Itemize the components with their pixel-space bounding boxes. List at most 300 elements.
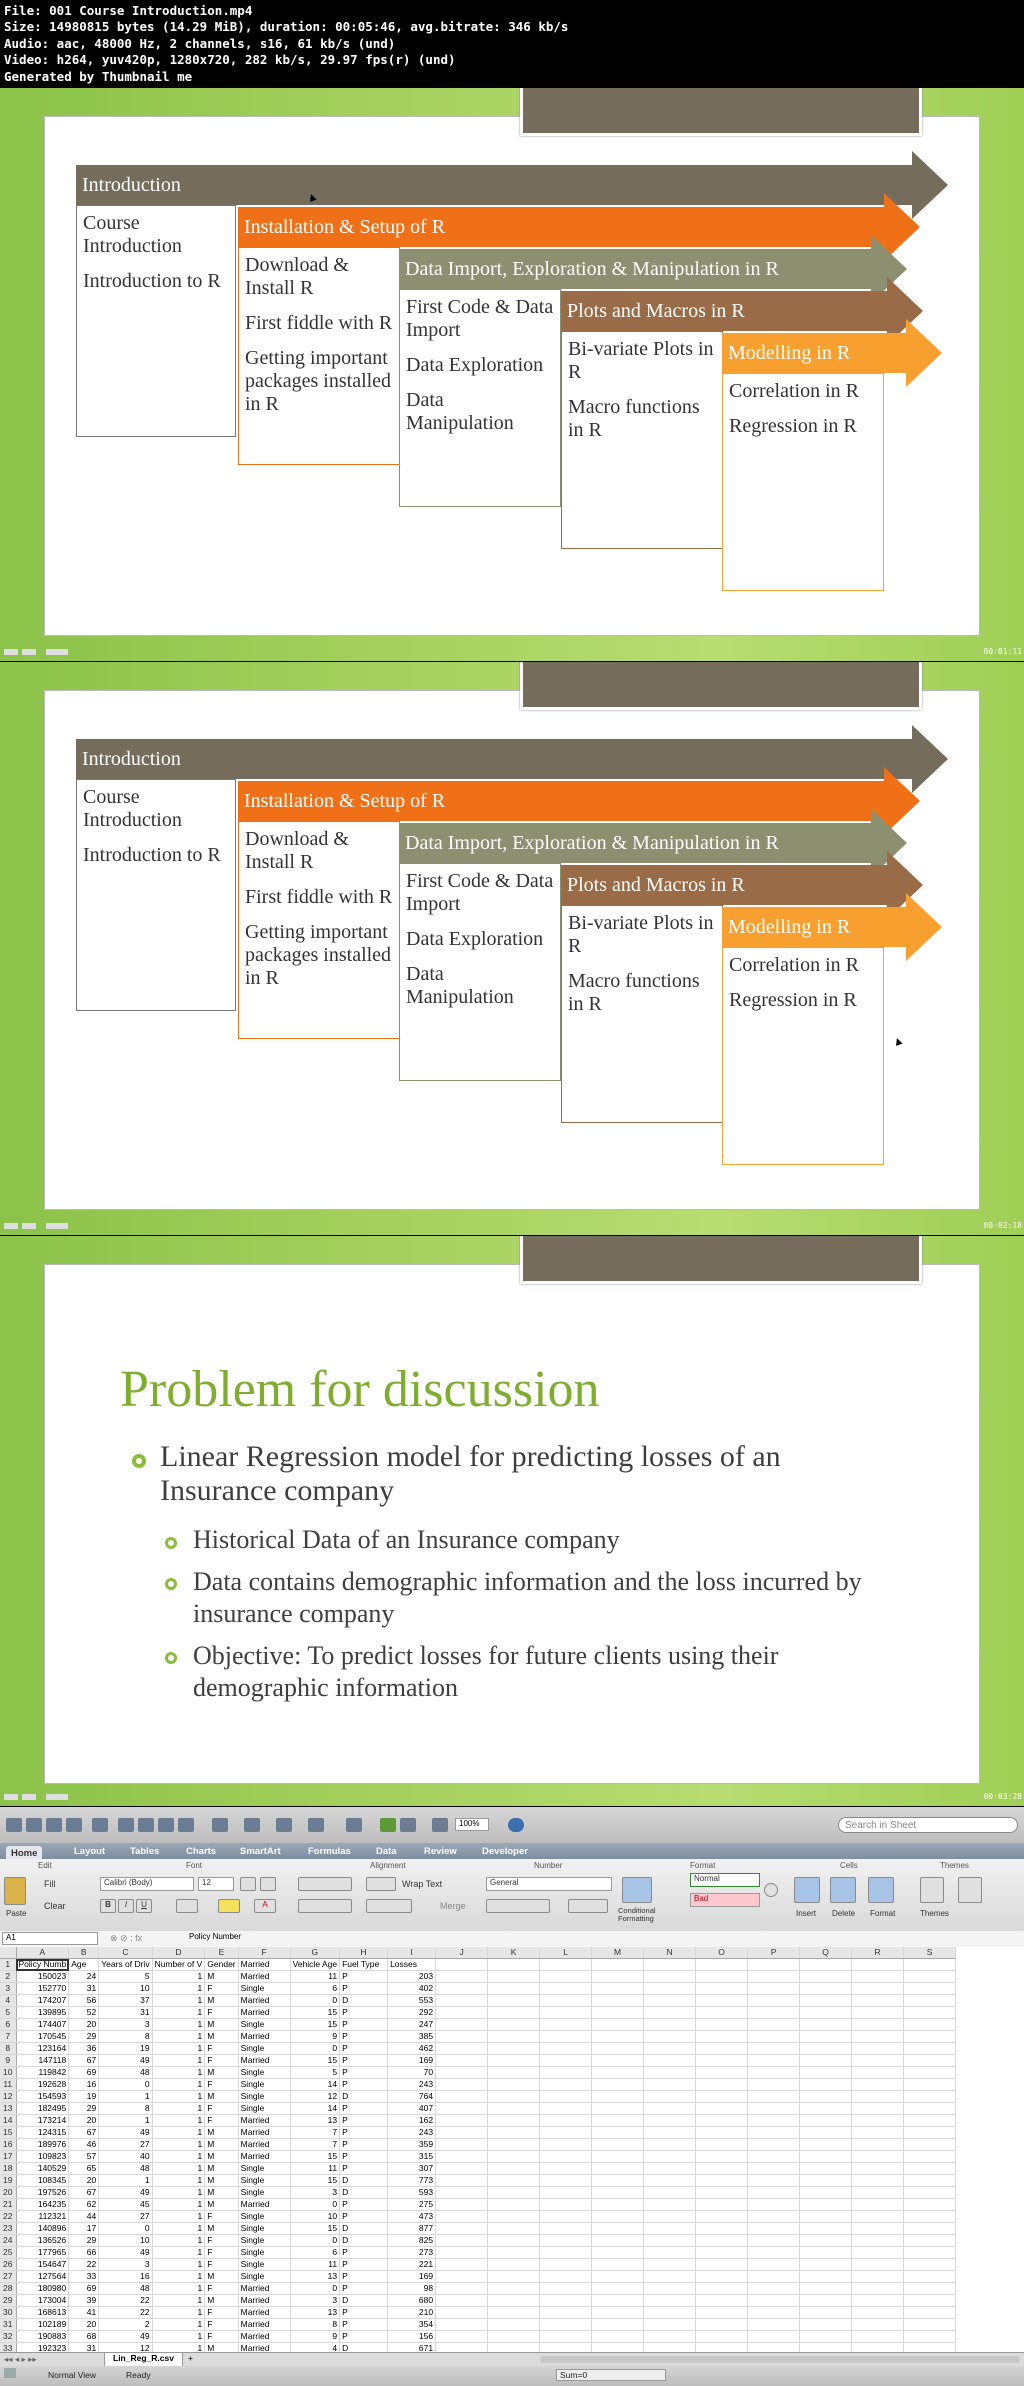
data-cell[interactable]: M [205,2019,238,2031]
grow-font-icon[interactable] [240,1877,256,1891]
data-cell[interactable]: 593 [388,2187,436,2199]
empty-cell[interactable] [488,1959,540,1971]
data-cell[interactable]: Married [238,2283,290,2295]
data-cell[interactable]: P [340,2247,388,2259]
empty-cell[interactable] [800,1971,852,1983]
empty-cell[interactable] [488,2127,540,2139]
data-cell[interactable]: 20 [69,2115,99,2127]
data-cell[interactable]: Single [238,1983,290,1995]
row-header[interactable]: 22 [0,2211,16,2223]
empty-cell[interactable] [800,2235,852,2247]
empty-cell[interactable] [644,2115,696,2127]
data-cell[interactable]: 19 [69,2091,99,2103]
empty-cell[interactable] [644,2235,696,2247]
data-cell[interactable]: F [205,2331,238,2343]
data-cell[interactable]: P [340,2043,388,2055]
data-cell[interactable]: 773 [388,2175,436,2187]
empty-cell[interactable] [748,2163,800,2175]
empty-cell[interactable] [800,2079,852,2091]
data-cell[interactable]: Single [238,2103,290,2115]
data-cell[interactable]: P [340,2319,388,2331]
data-cell[interactable]: 70 [388,2067,436,2079]
data-cell[interactable]: 10 [290,2211,339,2223]
empty-cell[interactable] [540,2139,592,2151]
data-cell[interactable]: 1 [152,2079,205,2091]
data-cell[interactable]: 152770 [16,1983,69,1995]
empty-cell[interactable] [644,1983,696,1995]
cut-icon[interactable] [118,1818,134,1832]
empty-cell[interactable] [592,2211,644,2223]
data-cell[interactable]: 1 [99,2115,152,2127]
data-cell[interactable]: 154593 [16,2091,69,2103]
empty-cell[interactable] [540,2103,592,2115]
data-cell[interactable]: 359 [388,2139,436,2151]
column-header[interactable]: H [340,1947,388,1959]
data-cell[interactable]: P [340,2019,388,2031]
empty-cell[interactable] [904,2343,956,2353]
empty-cell[interactable] [852,2211,904,2223]
empty-cell[interactable] [904,2211,956,2223]
column-header[interactable]: O [696,1947,748,1959]
data-cell[interactable]: 6 [290,1983,339,1995]
row-header[interactable]: 1 [0,1959,16,1971]
data-cell[interactable]: 174407 [16,2019,69,2031]
empty-cell[interactable] [540,2343,592,2353]
data-cell[interactable]: 15 [290,2223,339,2235]
empty-cell[interactable] [748,2187,800,2199]
themes-button[interactable]: Themes [920,1909,949,1918]
data-cell[interactable]: 1 [99,2091,152,2103]
sheet-tab[interactable]: Lin_Reg_R.csv [104,2353,183,2367]
data-cell[interactable]: 192628 [16,2079,69,2091]
delete-icon[interactable] [830,1877,856,1903]
empty-cell[interactable] [540,2307,592,2319]
data-cell[interactable]: 877 [388,2223,436,2235]
column-header[interactable]: J [436,1947,488,1959]
row-header[interactable]: 31 [0,2319,16,2331]
empty-cell[interactable] [644,2271,696,2283]
empty-cell[interactable] [540,2055,592,2067]
empty-cell[interactable] [852,2187,904,2199]
borders-icon[interactable] [176,1899,198,1913]
save-icon[interactable] [66,1818,82,1832]
empty-cell[interactable] [748,2139,800,2151]
empty-cell[interactable] [696,2343,748,2353]
data-cell[interactable]: 20 [69,2175,99,2187]
empty-cell[interactable] [592,2103,644,2115]
row-header[interactable]: 15 [0,2127,16,2139]
row-header[interactable]: 20 [0,2187,16,2199]
data-cell[interactable]: Married [238,2139,290,2151]
data-cell[interactable]: 1 [152,2271,205,2283]
data-cell[interactable]: 29 [69,2103,99,2115]
data-cell[interactable]: 2 [99,2319,152,2331]
toolbox-icon[interactable] [400,1818,416,1832]
orientation-icon[interactable] [366,1877,396,1891]
empty-cell[interactable] [748,2235,800,2247]
empty-cell[interactable] [852,2103,904,2115]
data-cell[interactable]: 14 [290,2079,339,2091]
paste-label[interactable]: Paste [6,1909,27,1918]
search-input[interactable]: Search in Sheet [838,1817,1018,1833]
empty-cell[interactable] [436,2127,488,2139]
indent-icon[interactable] [366,1899,412,1913]
data-cell[interactable]: M [205,2295,238,2307]
data-cell[interactable]: 1 [152,2115,205,2127]
empty-cell[interactable] [540,2259,592,2271]
data-cell[interactable]: 1 [152,2067,205,2079]
data-cell[interactable]: 192323 [16,2343,69,2353]
empty-cell[interactable] [488,2259,540,2271]
empty-cell[interactable] [644,2043,696,2055]
empty-cell[interactable] [436,2115,488,2127]
data-cell[interactable]: 1 [152,2151,205,2163]
empty-cell[interactable] [696,2247,748,2259]
empty-cell[interactable] [800,2199,852,2211]
number-format-select[interactable]: General [486,1877,612,1891]
data-cell[interactable]: Single [238,2091,290,2103]
bold-icon[interactable]: B [100,1899,116,1913]
data-cell[interactable]: 1 [152,2019,205,2031]
data-cell[interactable]: Single [238,2259,290,2271]
empty-cell[interactable] [852,2007,904,2019]
data-cell[interactable]: 3 [290,2295,339,2307]
row-header[interactable]: 30 [0,2307,16,2319]
empty-cell[interactable] [800,2259,852,2271]
empty-cell[interactable] [488,2115,540,2127]
empty-cell[interactable] [800,2055,852,2067]
data-cell[interactable]: 124315 [16,2127,69,2139]
empty-cell[interactable] [592,2223,644,2235]
empty-cell[interactable] [748,2307,800,2319]
empty-cell[interactable] [540,2163,592,2175]
tab-tables[interactable]: Tables [130,1846,160,1857]
empty-cell[interactable] [644,2055,696,2067]
data-cell[interactable]: F [205,2103,238,2115]
empty-cell[interactable] [436,2259,488,2271]
empty-cell[interactable] [644,2079,696,2091]
data-cell[interactable]: 170545 [16,2031,69,2043]
empty-cell[interactable] [540,2019,592,2031]
empty-cell[interactable] [644,1995,696,2007]
empty-cell[interactable] [800,2115,852,2127]
empty-cell[interactable] [592,2319,644,2331]
row-header[interactable]: 26 [0,2259,16,2271]
empty-cell[interactable] [436,1971,488,1983]
wrap-text-button[interactable]: Wrap Text [402,1879,443,1889]
paste-icon[interactable] [4,1877,26,1905]
data-cell[interactable]: 5 [290,2067,339,2079]
empty-cell[interactable] [748,2271,800,2283]
data-cell[interactable]: 17 [69,2223,99,2235]
empty-cell[interactable] [488,2055,540,2067]
empty-cell[interactable] [540,1995,592,2007]
empty-cell[interactable] [800,2043,852,2055]
data-cell[interactable]: Married [238,1995,290,2007]
style-normal[interactable]: Normal [690,1873,760,1887]
format-icon[interactable] [868,1877,894,1903]
data-cell[interactable]: 119842 [16,2067,69,2079]
data-cell[interactable]: Married [238,2127,290,2139]
empty-cell[interactable] [852,1959,904,1971]
empty-cell[interactable] [644,2295,696,2307]
data-cell[interactable]: 1 [152,2235,205,2247]
decimal-icon[interactable] [568,1899,608,1913]
empty-cell[interactable] [436,2211,488,2223]
empty-cell[interactable] [904,2151,956,2163]
empty-cell[interactable] [748,2259,800,2271]
empty-cell[interactable] [800,2127,852,2139]
data-cell[interactable]: 243 [388,2079,436,2091]
empty-cell[interactable] [592,2271,644,2283]
row-header[interactable]: 16 [0,2139,16,2151]
empty-cell[interactable] [696,2319,748,2331]
empty-cell[interactable] [696,2043,748,2055]
data-cell[interactable]: 48 [99,2283,152,2295]
data-cell[interactable]: F [205,2247,238,2259]
row-header[interactable]: 9 [0,2055,16,2067]
data-cell[interactable]: 385 [388,2031,436,2043]
data-cell[interactable]: 8 [99,2031,152,2043]
empty-cell[interactable] [592,2139,644,2151]
currency-percent-icon[interactable] [486,1899,550,1913]
empty-cell[interactable] [696,2223,748,2235]
data-cell[interactable]: 0 [290,2043,339,2055]
row-header[interactable]: 2 [0,1971,16,1983]
empty-cell[interactable] [748,2343,800,2353]
data-cell[interactable]: 162 [388,2115,436,2127]
empty-cell[interactable] [852,2247,904,2259]
data-cell[interactable]: Married [238,2031,290,2043]
data-cell[interactable]: P [340,2127,388,2139]
empty-cell[interactable] [904,1971,956,1983]
data-cell[interactable]: 173004 [16,2295,69,2307]
empty-cell[interactable] [748,2199,800,2211]
empty-cell[interactable] [696,2331,748,2343]
row-header[interactable]: 8 [0,2043,16,2055]
data-cell[interactable]: 247 [388,2019,436,2031]
empty-cell[interactable] [904,2247,956,2259]
empty-cell[interactable] [696,2103,748,2115]
clear-button[interactable]: Clear [44,1901,66,1911]
empty-cell[interactable] [644,1959,696,1971]
column-header[interactable]: R [852,1947,904,1959]
horizontal-scrollbar[interactable] [540,2356,1020,2363]
data-cell[interactable]: Single [238,2079,290,2091]
empty-cell[interactable] [592,2127,644,2139]
empty-cell[interactable] [540,2151,592,2163]
empty-cell[interactable] [852,1983,904,1995]
empty-cell[interactable] [800,2319,852,2331]
theme-fonts-icon[interactable] [958,1877,982,1903]
empty-cell[interactable] [904,2307,956,2319]
empty-cell[interactable] [748,2151,800,2163]
empty-cell[interactable] [748,2319,800,2331]
empty-cell[interactable] [748,2295,800,2307]
data-cell[interactable]: 553 [388,1995,436,2007]
empty-cell[interactable] [436,2139,488,2151]
empty-cell[interactable] [852,2139,904,2151]
data-cell[interactable]: 150023 [16,1971,69,1983]
empty-cell[interactable] [592,2175,644,2187]
empty-cell[interactable] [488,2139,540,2151]
empty-cell[interactable] [800,1959,852,1971]
row-header[interactable]: 3 [0,1983,16,1995]
data-cell[interactable]: Married [238,2151,290,2163]
row-header[interactable]: 12 [0,2091,16,2103]
fill-button[interactable]: Fill [44,1879,56,1889]
empty-cell[interactable] [748,2283,800,2295]
empty-cell[interactable] [436,2043,488,2055]
data-cell[interactable]: 66 [69,2247,99,2259]
data-cell[interactable]: 52 [69,2007,99,2019]
empty-cell[interactable] [644,2319,696,2331]
row-header[interactable]: 19 [0,2175,16,2187]
empty-cell[interactable] [904,1959,956,1971]
empty-cell[interactable] [592,1971,644,1983]
empty-cell[interactable] [748,1971,800,1983]
empty-cell[interactable] [800,2091,852,2103]
data-cell[interactable]: 1 [152,2103,205,2115]
empty-cell[interactable] [436,2187,488,2199]
data-cell[interactable]: 112321 [16,2211,69,2223]
data-cell[interactable]: 1 [152,2043,205,2055]
empty-cell[interactable] [436,2235,488,2247]
empty-cell[interactable] [488,2247,540,2259]
empty-cell[interactable] [592,1995,644,2007]
data-cell[interactable]: 273 [388,2247,436,2259]
empty-cell[interactable] [488,2091,540,2103]
shrink-font-icon[interactable] [260,1877,276,1891]
empty-cell[interactable] [904,1995,956,2007]
column-header[interactable]: N [644,1947,696,1959]
row-header[interactable]: 4 [0,1995,16,2007]
data-cell[interactable]: 11 [290,1971,339,1983]
empty-cell[interactable] [748,2127,800,2139]
empty-cell[interactable] [592,2247,644,2259]
data-cell[interactable]: 49 [99,2187,152,2199]
column-header[interactable]: L [540,1947,592,1959]
row-header[interactable]: 23 [0,2223,16,2235]
empty-cell[interactable] [540,2223,592,2235]
empty-cell[interactable] [436,2103,488,2115]
row-header[interactable]: 21 [0,2199,16,2211]
empty-cell[interactable] [540,2247,592,2259]
empty-cell[interactable] [696,2007,748,2019]
empty-cell[interactable] [488,2031,540,2043]
data-cell[interactable]: 168613 [16,2307,69,2319]
data-cell[interactable]: 8 [99,2103,152,2115]
empty-cell[interactable] [852,2151,904,2163]
empty-cell[interactable] [540,2115,592,2127]
data-cell[interactable]: 68 [69,2331,99,2343]
data-cell[interactable]: 210 [388,2307,436,2319]
data-cell[interactable]: M [205,2271,238,2283]
row-header[interactable]: 7 [0,2031,16,2043]
empty-cell[interactable] [800,2163,852,2175]
data-cell[interactable]: 1 [152,2331,205,2343]
empty-cell[interactable] [748,2043,800,2055]
data-cell[interactable]: 31 [69,2343,99,2353]
zoom-field[interactable]: 100% [455,1818,489,1831]
empty-cell[interactable] [696,2259,748,2271]
data-cell[interactable]: 108345 [16,2175,69,2187]
empty-cell[interactable] [696,2307,748,2319]
data-cell[interactable]: 49 [99,2247,152,2259]
empty-cell[interactable] [644,2259,696,2271]
empty-cell[interactable] [748,2331,800,2343]
format-button[interactable]: Format [870,1909,896,1918]
empty-cell[interactable] [800,2307,852,2319]
empty-cell[interactable] [436,2283,488,2295]
empty-cell[interactable] [488,2103,540,2115]
data-cell[interactable]: 109823 [16,2151,69,2163]
data-cell[interactable]: 31 [69,1983,99,1995]
data-cell[interactable]: 680 [388,2295,436,2307]
data-cell[interactable]: 36 [69,2043,99,2055]
header-cell[interactable]: Policy Numb [16,1959,69,1971]
data-cell[interactable]: 57 [69,2151,99,2163]
data-cell[interactable]: 8 [290,2319,339,2331]
data-cell[interactable]: 0 [290,2283,339,2295]
help-icon[interactable] [508,1818,524,1832]
data-cell[interactable]: 49 [99,2331,152,2343]
data-cell[interactable]: Single [238,2019,290,2031]
empty-cell[interactable] [904,1983,956,1995]
header-cell[interactable]: Age [69,1959,99,1971]
data-cell[interactable]: M [205,2139,238,2151]
filter-icon[interactable] [346,1818,362,1832]
data-cell[interactable]: 1 [152,2283,205,2295]
empty-cell[interactable] [696,2019,748,2031]
header-cell[interactable]: Number of V [152,1959,205,1971]
data-cell[interactable]: P [340,2103,388,2115]
row-header[interactable]: 13 [0,2103,16,2115]
data-cell[interactable]: 1 [152,2031,205,2043]
data-cell[interactable]: 13 [290,2115,339,2127]
delete-button[interactable]: Delete [832,1909,856,1918]
empty-cell[interactable] [696,2271,748,2283]
data-cell[interactable]: P [340,2199,388,2211]
data-cell[interactable]: M [205,2091,238,2103]
empty-cell[interactable] [644,2211,696,2223]
data-cell[interactable]: 0 [99,2079,152,2091]
empty-cell[interactable] [540,2079,592,2091]
data-cell[interactable]: Married [238,2307,290,2319]
empty-cell[interactable] [696,2127,748,2139]
empty-cell[interactable] [852,2283,904,2295]
empty-cell[interactable] [488,2019,540,2031]
data-cell[interactable]: 1 [152,2175,205,2187]
data-cell[interactable]: 11 [290,2259,339,2271]
empty-cell[interactable] [436,1959,488,1971]
data-cell[interactable]: F [205,2319,238,2331]
italic-icon[interactable]: I [118,1899,134,1913]
name-box[interactable]: A1 [2,1932,98,1945]
data-cell[interactable]: Married [238,2343,290,2353]
data-cell[interactable]: M [205,1971,238,1983]
empty-cell[interactable] [852,1995,904,2007]
empty-cell[interactable] [748,2007,800,2019]
data-cell[interactable]: P [340,1971,388,1983]
empty-cell[interactable] [748,1959,800,1971]
data-cell[interactable]: 1 [152,2223,205,2235]
data-cell[interactable]: 292 [388,2007,436,2019]
empty-cell[interactable] [800,1983,852,1995]
gallery-icon[interactable] [380,1818,396,1832]
row-header[interactable]: 27 [0,2271,16,2283]
data-cell[interactable]: Single [238,2043,290,2055]
